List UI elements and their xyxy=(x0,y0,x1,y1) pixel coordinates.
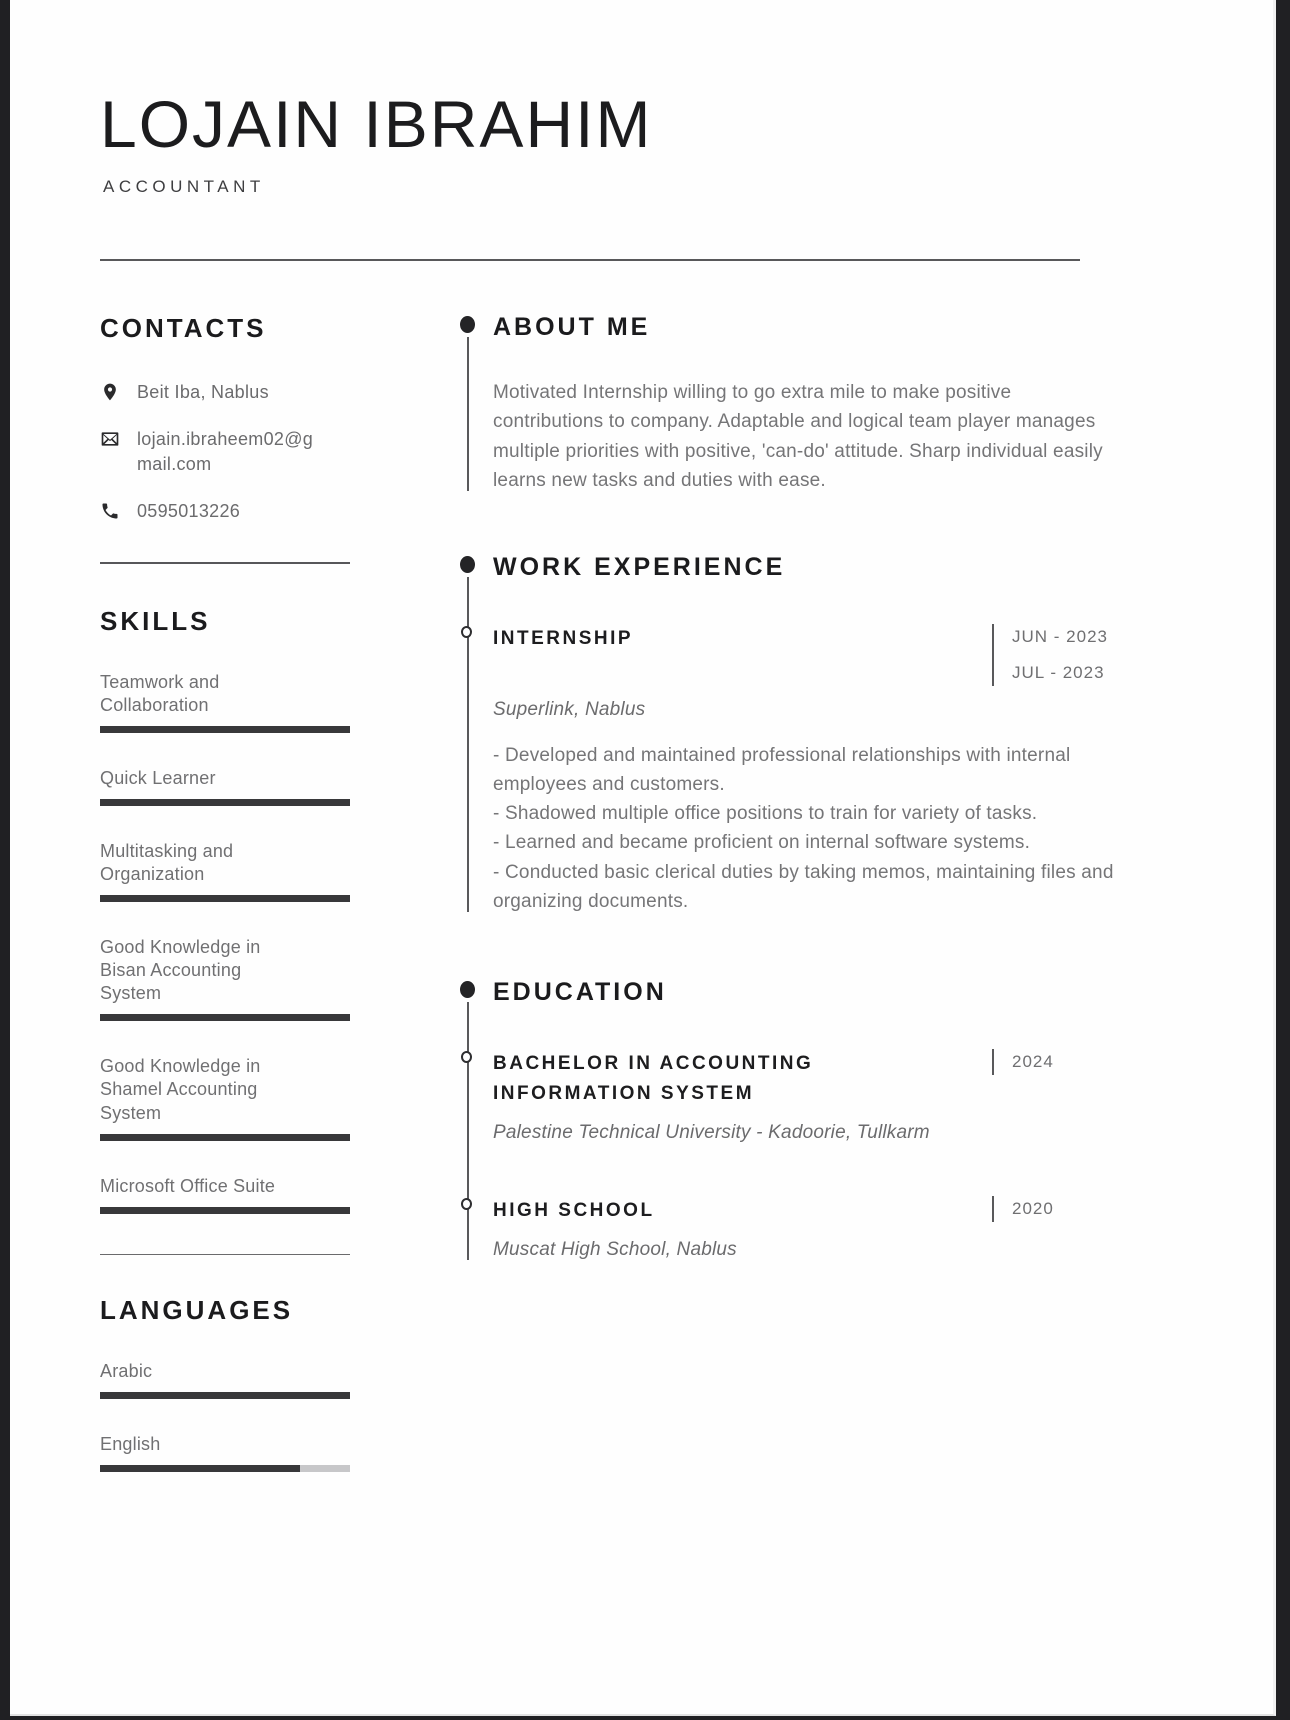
education-entry-title: HIGH SCHOOL xyxy=(493,1199,655,1221)
work-entry-header xyxy=(493,624,1125,686)
timeline-ring-icon xyxy=(461,626,472,638)
contact-list xyxy=(100,380,350,524)
timeline-ring-icon xyxy=(461,1198,472,1210)
education-section xyxy=(460,978,1125,1264)
work-entry-dates xyxy=(992,624,1125,686)
language-bar xyxy=(100,1465,350,1472)
skill-bar xyxy=(100,799,350,806)
education-entry-header xyxy=(493,1049,1125,1109)
about-section xyxy=(460,313,1125,495)
work-bullet: - Developed and maintained professional relationships with internal employees and customers. xyxy=(493,744,1071,795)
education-entry-title: BACHELOR IN ACCOUNTING INFORMATION SYSTEM xyxy=(493,1053,814,1105)
date-end: JUL - 2023 xyxy=(1012,663,1105,682)
about-text: Motivated Internship willing to go extra mile to make positive contributions to company. Adaptable and logical team player manages multiple priorities with positive, 'can-do' attitude. Sharp individual easily learns new tasks and duties with ease. xyxy=(493,382,1103,491)
work-experience-section xyxy=(460,553,1125,916)
contact-item-email xyxy=(100,427,350,478)
language-bar xyxy=(100,1392,350,1399)
skill-item xyxy=(100,767,350,806)
work-entry-title: INTERNSHIP xyxy=(493,628,634,649)
person-job-title: ACCOUNTANT xyxy=(103,177,265,196)
work-bullet: - Shadowed multiple office positions to train for variety of tasks. xyxy=(493,803,1038,824)
language-label: English xyxy=(100,1433,161,1454)
contact-item-location xyxy=(100,380,350,406)
about-heading: ABOUT ME xyxy=(493,313,651,341)
skill-bar-fill xyxy=(100,1014,350,1021)
work-experience-heading: WORK EXPERIENCE xyxy=(493,553,786,581)
sidebar-column xyxy=(100,313,350,1472)
skill-item xyxy=(100,936,350,1021)
skill-label: Good Knowledge in Shamel Accounting System xyxy=(100,1056,261,1123)
skill-bar xyxy=(100,726,350,733)
skill-item xyxy=(100,1175,350,1214)
sidebar-divider xyxy=(100,562,350,564)
location-pin-icon xyxy=(100,382,120,402)
work-entry-organization: Superlink, Nablus xyxy=(493,699,646,720)
education-entry xyxy=(493,1049,1125,1148)
language-bar-fill xyxy=(100,1465,300,1472)
skill-bar xyxy=(100,1014,350,1021)
contact-location-text: Beit Iba, Nablus xyxy=(137,382,269,402)
timeline-ring-icon xyxy=(461,1051,472,1063)
education-entry-dates xyxy=(992,1049,1125,1075)
work-entry xyxy=(493,624,1125,916)
section-dot-icon xyxy=(460,316,475,333)
language-bar-fill xyxy=(100,1392,350,1399)
main-column xyxy=(460,313,1125,1472)
skills-heading: SKILLS xyxy=(100,606,211,637)
language-item xyxy=(100,1360,350,1399)
skill-bar xyxy=(100,895,350,902)
skill-label: Quick Learner xyxy=(100,768,216,789)
contact-email-text: lojain.ibraheem02@gmail.com xyxy=(137,428,314,475)
education-entry xyxy=(493,1196,1125,1265)
skill-bar-fill xyxy=(100,799,350,806)
timeline-line xyxy=(467,1002,469,1260)
section-dot-icon xyxy=(460,556,475,573)
skill-bar xyxy=(100,1207,350,1214)
skill-bar xyxy=(100,1134,350,1141)
two-column-layout xyxy=(100,313,1114,1472)
skill-label: Teamwork and Collaboration xyxy=(100,672,220,716)
skill-item xyxy=(100,840,350,902)
resume-content xyxy=(100,0,1114,1472)
date-year: 2020 xyxy=(1012,1198,1054,1218)
date-start: JUN - 2023 xyxy=(1012,627,1108,646)
date-year: 2024 xyxy=(1012,1052,1054,1071)
person-name: LOJAIN IBRAHIM xyxy=(100,87,653,161)
language-item xyxy=(100,1433,350,1472)
education-entry-organization: Muscat High School, Nablus xyxy=(493,1238,737,1260)
skill-label: Good Knowledge in Bisan Accounting System xyxy=(100,937,261,1004)
phone-icon xyxy=(100,501,120,521)
section-dot-icon xyxy=(460,981,475,998)
sidebar-divider xyxy=(100,1254,350,1255)
education-entry-dates xyxy=(992,1196,1125,1222)
work-entry-bullets xyxy=(493,741,1118,917)
languages-heading: LANGUAGES xyxy=(100,1294,294,1325)
skill-bar-fill xyxy=(100,1134,350,1141)
resume-page xyxy=(10,0,1276,1716)
skill-bar-fill xyxy=(100,1207,350,1214)
skill-bar-fill xyxy=(100,726,350,733)
education-entry-header xyxy=(493,1196,1125,1226)
skill-item xyxy=(100,1055,350,1140)
timeline-line xyxy=(467,337,469,491)
contact-phone-text: 0595013226 xyxy=(137,500,241,521)
work-bullet: - Conducted basic clerical duties by taking memos, maintaining files and organizing documents. xyxy=(493,861,1114,912)
contacts-heading: CONTACTS xyxy=(100,313,267,343)
skill-label: Multitasking and Organization xyxy=(100,841,234,885)
work-bullet: - Learned and became proficient on internal software systems. xyxy=(493,832,1031,854)
language-label: Arabic xyxy=(100,1360,153,1381)
email-icon xyxy=(100,429,120,449)
skill-bar-fill xyxy=(100,895,350,902)
contact-item-phone xyxy=(100,499,350,525)
skill-label: Microsoft Office Suite xyxy=(100,1175,276,1196)
header-divider xyxy=(100,259,1080,261)
education-heading: EDUCATION xyxy=(493,978,667,1006)
skill-item xyxy=(100,671,350,733)
education-entry-organization: Palestine Technical University - Kadoorie, Tullkarm xyxy=(493,1122,930,1144)
